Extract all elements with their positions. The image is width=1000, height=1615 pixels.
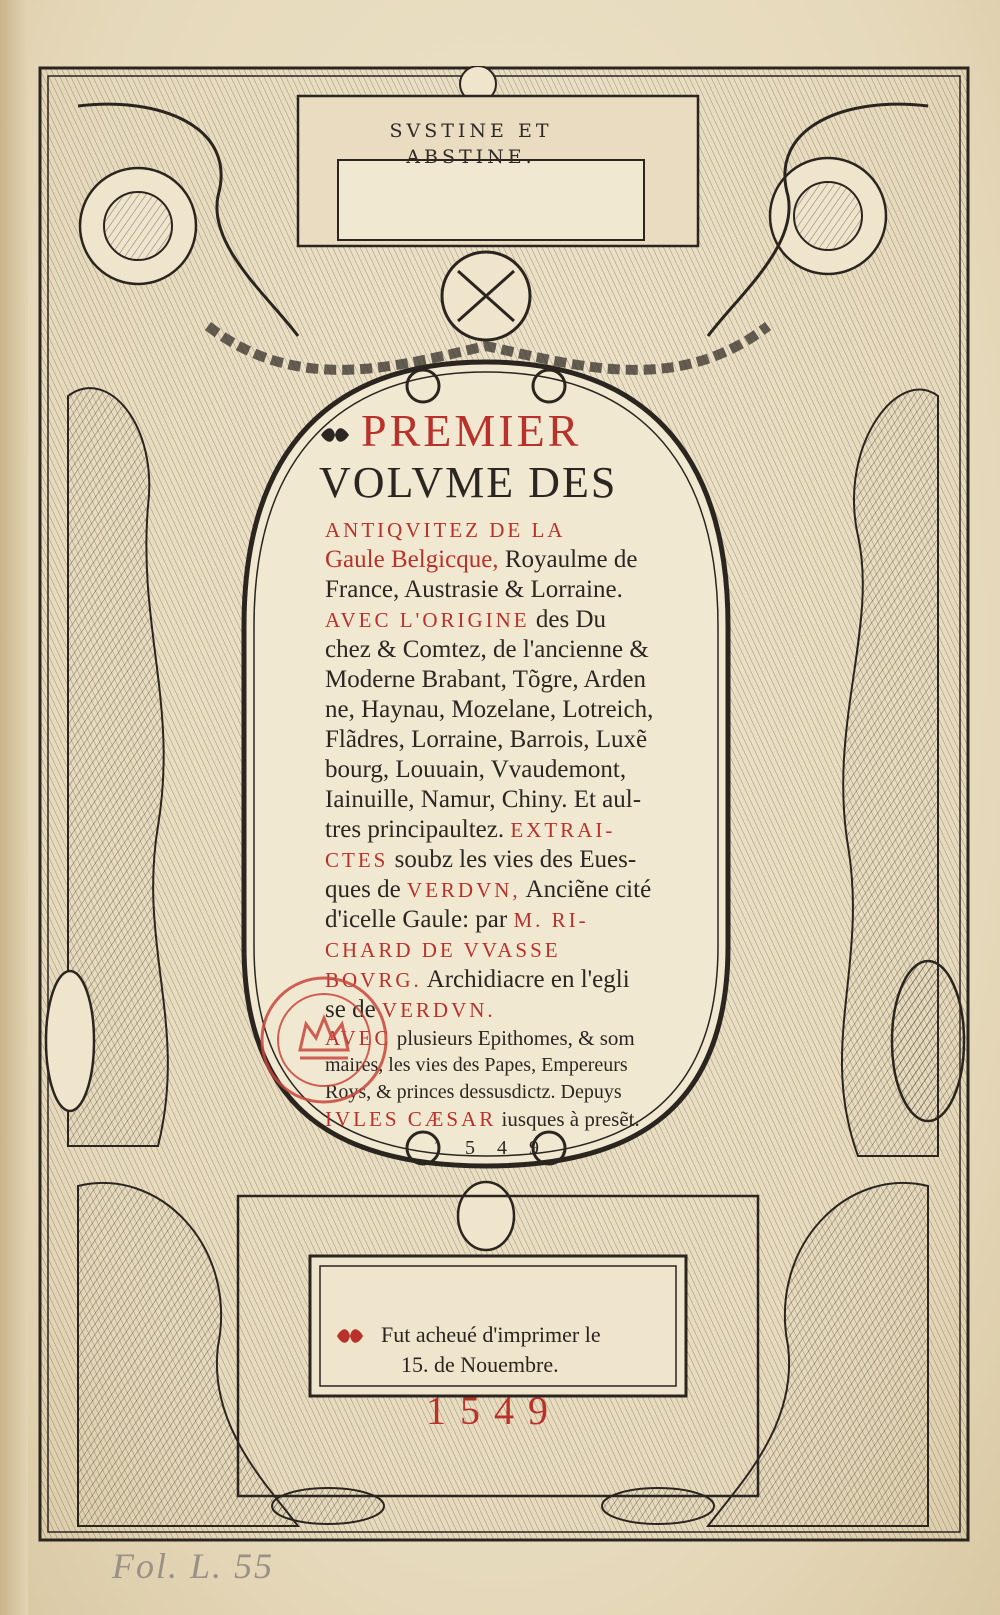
title-premier-text: PREMIER — [361, 405, 582, 456]
colophon-year: 1549 — [426, 1388, 562, 1433]
body-red-caps: BOVRG. — [325, 968, 422, 992]
colophon-line-2: 15. de Nouembre. — [401, 1352, 559, 1377]
body-line: maires, les vies des Papes, Empereurs — [325, 1054, 628, 1076]
body-black: tres principaultez. — [325, 816, 511, 843]
colophon-line-1: Fut acheué d'imprimer le — [381, 1322, 601, 1347]
body-line: Moderne Brabant, Tõgre, Arden — [325, 666, 646, 693]
body-black: ques de — [325, 876, 407, 903]
colophon-plaque — [321, 1305, 685, 1433]
body-line: France, Austrasie & Lorraine. — [325, 576, 623, 603]
fleuron-icon — [319, 424, 351, 446]
body-red-caps: AVEC L'ORIGINE — [325, 608, 530, 632]
body-line — [325, 815, 715, 845]
body-line — [325, 545, 715, 575]
title-volume: VOLVME DES — [319, 458, 618, 507]
body-line: Flãdres, Lorraine, Barrois, Luxẽ — [325, 726, 648, 753]
body-red-caps: VERDVN, — [406, 878, 521, 902]
body-line: Iainuille, Namur, Chiny. Et aul- — [325, 786, 642, 813]
body-line: chez & Comtez, de l'ancienne & — [325, 636, 649, 663]
body-red-caps: AVEC — [325, 1026, 392, 1050]
body-line — [325, 515, 715, 545]
body-line: bourg, Louuain, Vvaudemont, — [325, 756, 627, 783]
body-line: ne, Haynau, Mozelane, Lotreich, — [325, 696, 654, 723]
library-stamp-icon — [256, 972, 392, 1108]
body-red-caps: IVLES CÆSAR — [325, 1107, 497, 1131]
body-red-caps: EXTRAI- — [510, 818, 616, 842]
body-line — [325, 1106, 715, 1133]
body-line — [325, 605, 715, 635]
body-line — [325, 845, 715, 875]
body-red-caps: VERDVN. — [381, 998, 496, 1022]
body-red-caps: ANTIQVITEZ DE LA — [325, 518, 566, 542]
title-premier — [319, 405, 715, 457]
body-red-caps: M. RI- — [513, 908, 589, 932]
body-black: Royaulme de — [498, 546, 638, 573]
motto-line-2: ABSTINE. — [406, 146, 536, 168]
title-year: 1549. — [433, 1137, 588, 1159]
body-line — [325, 905, 715, 935]
fleuron-red-icon — [335, 1325, 365, 1347]
body-red-caps: CTES — [325, 848, 389, 872]
body-red: Gaule Belgicque, — [325, 546, 499, 573]
body-red-caps: CHARD DE VVASSE — [325, 938, 561, 962]
body-black: des Du — [529, 606, 607, 633]
body-black: iusques à presẽt. — [496, 1107, 640, 1131]
body-line — [325, 875, 715, 905]
body-black: se de — [325, 996, 382, 1023]
body-black: plusieurs Epithomes, & som — [391, 1026, 635, 1050]
body-black: soubz les vies des Eues- — [388, 846, 637, 873]
body-black: Archidiacre en l'egli — [421, 966, 630, 993]
shelfmark: Fol. L. 55 — [112, 1546, 275, 1586]
motto-plaque — [308, 105, 634, 183]
body-black: d'icelle Gaule: par — [325, 906, 514, 933]
motto-line-1: SVSTINE ET — [389, 120, 553, 142]
body-line — [325, 935, 715, 965]
body-line: Roys, & princes dessusdictz. Depuys — [325, 1081, 622, 1103]
body-black: Anciẽne cité — [520, 876, 652, 903]
